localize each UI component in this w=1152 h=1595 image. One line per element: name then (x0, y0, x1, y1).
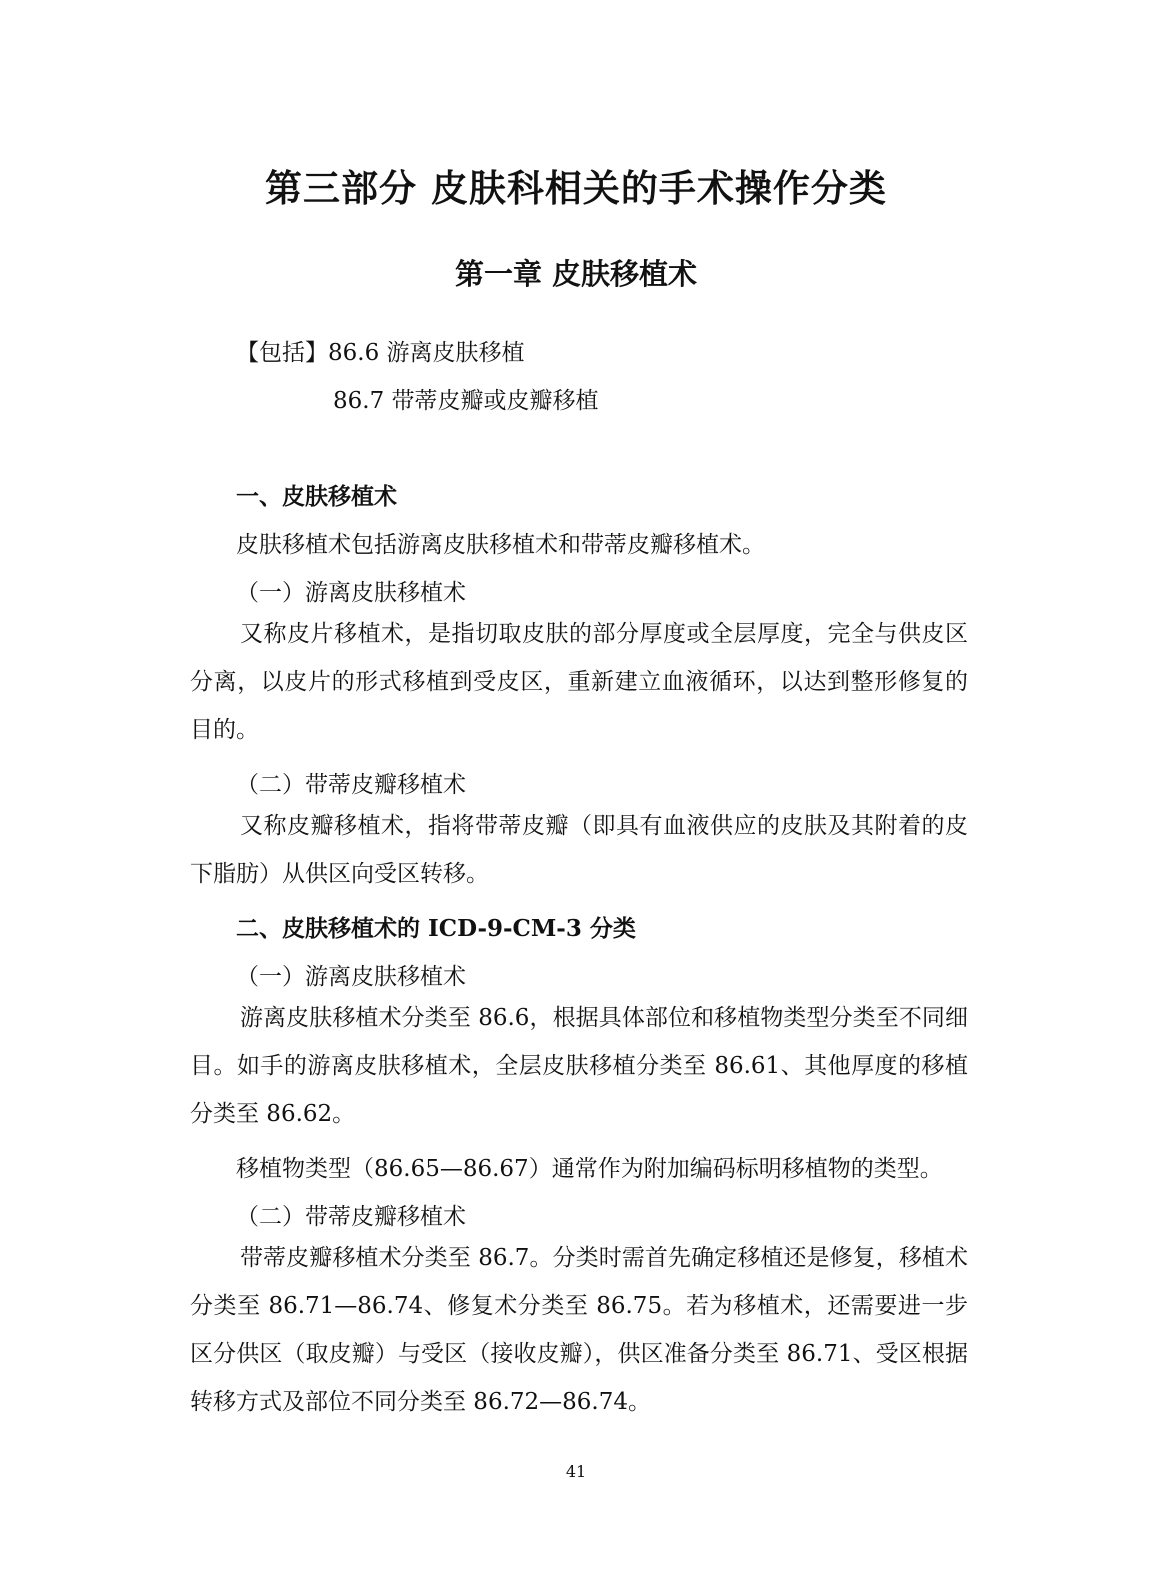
section1-sub2-heading: （二）带蒂皮瓣移植术 (236, 772, 466, 798)
part-title: 第三部分 皮肤科相关的手术操作分类 (265, 167, 887, 210)
section1-sub1-heading: （一）游离皮肤移植术 (236, 580, 466, 606)
page-number: 41 (565, 1462, 587, 1481)
section1-sub2-paragraph: 又称皮瓣移植术，指将带蒂皮瓣（即具有血液供应的皮肤及其附着的皮下脂肪）从供区向受区转移。 (190, 813, 968, 887)
section2-sub1-heading: （一）游离皮肤移植术 (236, 964, 466, 990)
includes-item-2: 86.7 带蒂皮瓣或皮瓣移植 (333, 388, 599, 414)
section2-sub1-paragraph: 游离皮肤移植术分类至 86.6，根据具体部位和移植物类型分类至不同细目。如手的游离皮肤移植术，全层皮肤移植分类至 86.61、其他厚度的移植分类至 86.62。 (190, 1005, 968, 1127)
section2-heading: 二、皮肤移植术的 ICD-9-CM-3 分类 (236, 915, 636, 942)
includes-item-1: 86.6 游离皮肤移植 (328, 340, 525, 366)
chapter-title: 第一章 皮肤移植术 (454, 257, 698, 291)
section2-sub2-heading: （二）带蒂皮瓣移植术 (236, 1204, 466, 1230)
section1-heading: 一、皮肤移植术 (236, 483, 397, 510)
section2-sub2-paragraph: 带蒂皮瓣移植术分类至 86.7。分类时需首先确定移植还是修复，移植术分类至 86.71—86.74、修复术分类至 86.75。若为移植术，还需要进一步区分供区（取皮瓣）与受区（接收皮瓣），供区准备分类至 86.71、受区根据转移方式及部位不同分类至 86.72—86.74。 (190, 1245, 968, 1415)
includes-label: 【包括】 (236, 340, 328, 366)
section2-sub1-note: 移植物类型（86.65—86.67）通常作为附加编码标明移植物的类型。 (236, 1156, 943, 1182)
includes-first-line (236, 334, 525, 367)
section1-sub1-paragraph: 又称皮片移植术，是指切取皮肤的部分厚度或全层厚度，完全与供皮区分离，以皮片的形式移植到受皮区，重新建立血液循环，以达到整形修复的目的。 (190, 621, 968, 743)
section1-intro: 皮肤移植术包括游离皮肤移植术和带蒂皮瓣移植术。 (236, 532, 765, 558)
